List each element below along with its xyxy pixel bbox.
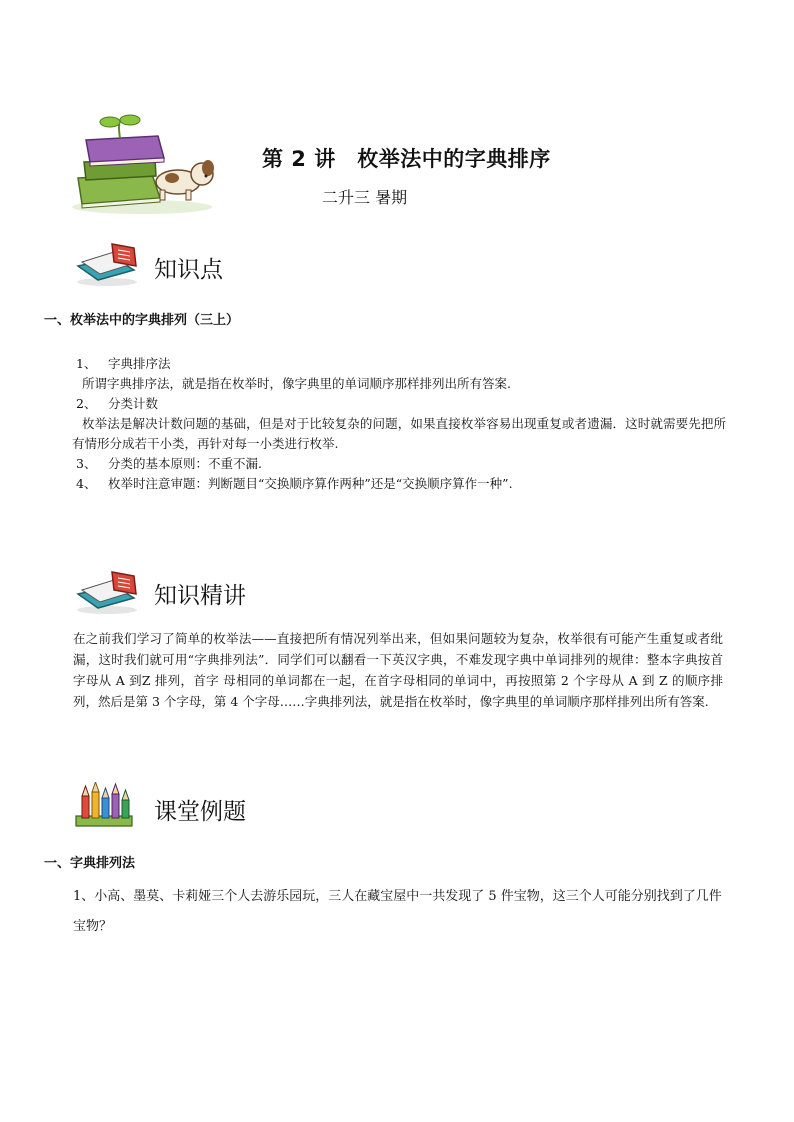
book-stack-icon xyxy=(74,568,140,614)
subheading-knowledge: 一、枚举法中的字典排列（三上） xyxy=(44,313,240,328)
list-item xyxy=(76,474,726,494)
item-number: 1、 xyxy=(76,356,97,371)
section-heading-knowledge: 知识点 xyxy=(154,257,223,283)
item-number: 3、 xyxy=(76,456,97,471)
list-item xyxy=(76,354,726,374)
section-heading-explain: 知识精讲 xyxy=(154,583,246,609)
page-title: 第 2 讲 枚举法中的字典排序 xyxy=(262,147,551,171)
pencils-icon xyxy=(74,782,134,830)
subheading-examples: 一、字典排列法 xyxy=(44,856,136,871)
list-item xyxy=(76,454,726,474)
item-text: 枚举法是解决计数问题的基础，但是对于比较复杂的问题，如果直接枚举容易出现重复或者遗漏．这时就需要先把所有情形分成若干小类，再针对每一小类进行枚举. xyxy=(72,416,726,451)
item-label: 分类计数 xyxy=(108,396,159,411)
explain-paragraph: 在之前我们学习了简单的枚举法——直接把所有情况列举出来，但如果问题较为复杂，枚举很有可能产生重复或者纰漏，这时我们就可用“字典排列法”．同学们可以翻看一下英汉字典，不难发现字典中单词排列的规律：整本字典按首字母从 A 到Z 排列，首字 母相同的单词都在一起，在首字母相同的单词中，再按照第 2 个字母从 A 到 Z 的顺序排列，然后是第 3 个字母，第 4 个字母……字典排列法，就是指在枚举时，像字典里的单词顺序那样排列出所有答案. xyxy=(73,631,723,709)
section-heading-examples: 课堂例题 xyxy=(154,799,246,825)
list-item xyxy=(76,394,726,414)
books-with-dog-icon xyxy=(60,112,220,217)
page-subtitle: 二升三 暑期 xyxy=(322,188,408,207)
example-question: 1、小高、墨莫、卡莉娅三个人去游乐园玩，三人在藏宝屋中一共发现了 5 件宝物，这三个人可能分别找到了几件宝物？ xyxy=(73,889,722,934)
knowledge-list xyxy=(72,354,726,494)
item-label: 字典排序法 xyxy=(108,356,171,371)
item-number: 4、 xyxy=(76,476,97,491)
item-number: 2、 xyxy=(76,396,97,411)
item-text: 所谓字典排序法，就是指在枚举时，像字典里的单词顺序那样排列出所有答案. xyxy=(82,376,511,391)
item-label: 分类的基本原则：不重不漏. xyxy=(108,456,262,471)
item-label: 枚举时注意审题：判断题目“交换顺序算作两种”还是“交换顺序算作一种”. xyxy=(108,476,513,491)
book-stack-icon xyxy=(74,240,140,286)
